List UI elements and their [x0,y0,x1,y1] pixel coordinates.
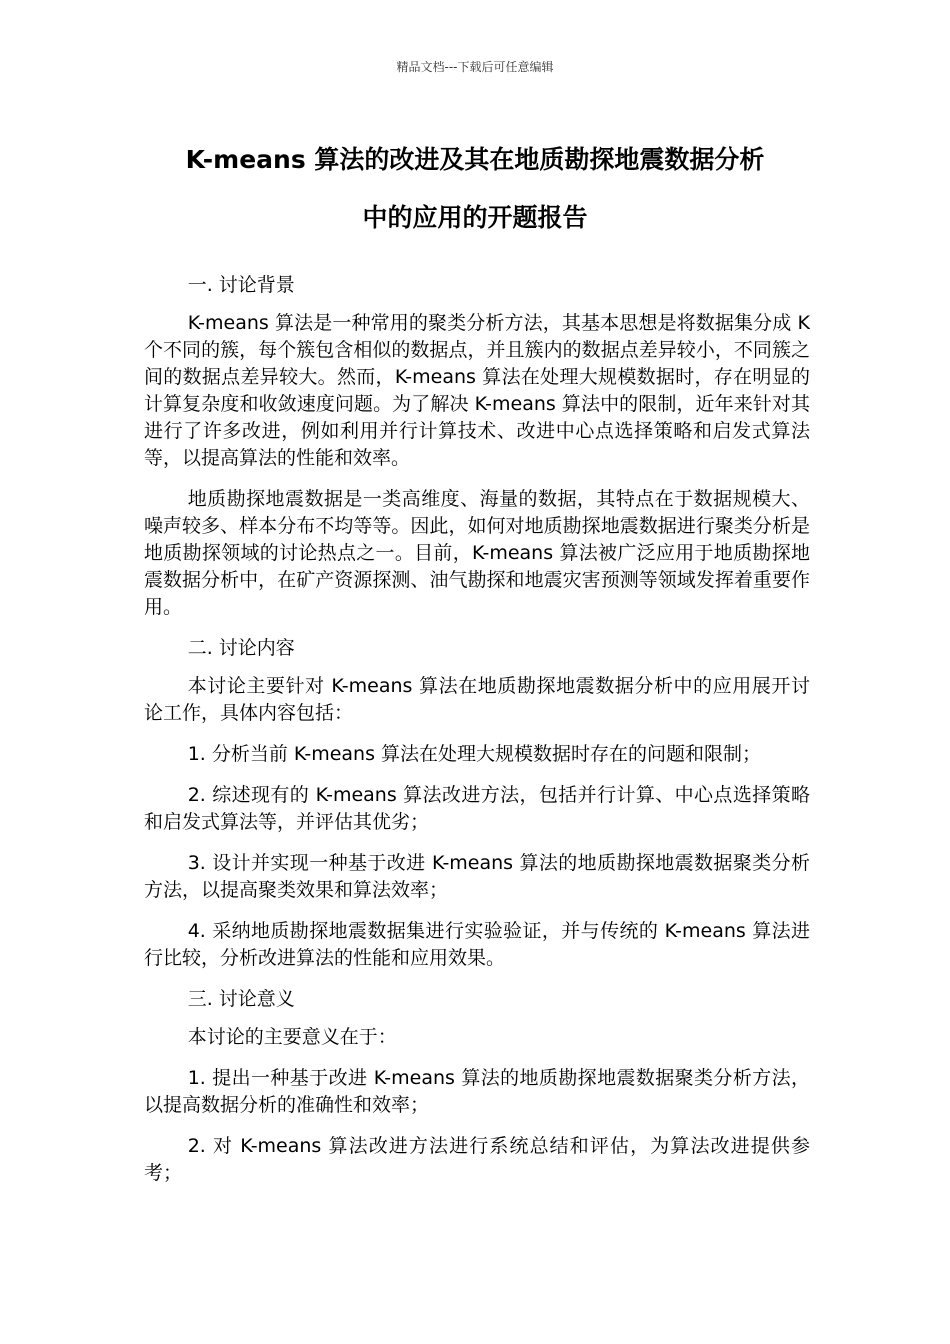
list-item-content-2: 2. 综述现有的 K-means 算法改进方法，包括并行计算、中心点选择策略和启发式算法等，并评估其优劣； [144,784,810,833]
section-heading-significance: 三. 讨论意义 [187,988,295,1010]
document-title-line-2: 中的应用的开题报告 [362,203,588,232]
list-item-content-1: 1. 分析当前 K-means 算法在处理大规模数据时存在的问题和限制； [187,743,762,765]
document-title-line-1: K-means 算法的改进及其在地质勘探地震数据分析 [185,145,765,174]
paragraph-content-intro: 本讨论主要针对 K-means 算法在地质勘探地震数据分析中的应用展开讨论工作，具体内容包括： [144,675,810,724]
list-item-significance-1: 1. 提出一种基于改进 K-means 算法的地质勘探地震数据聚类分析方法，以提高数据分析的准确性和效率； [144,1067,810,1116]
section-heading-content: 二. 讨论内容 [187,637,295,659]
page-header: 精品文档---下载后可任意编辑 [396,60,554,74]
list-item-significance-2: 2. 对 K-means 算法改进方法进行系统总结和评估，为算法改进提供参考； [144,1135,810,1184]
paragraph-background-2: 地质勘探地震数据是一类高维度、海量的数据，其特点在于数据规模大、噪声较多、样本分布不均等等。因此，如何对地质勘探地震数据进行聚类分析是地质勘探领域的讨论热点之一。目前，K-means 算法被广泛应用于地质勘探地震数据分析中，在矿产资源探测、油气勘探和地震灾害预测等领域发挥着重要作用。 [144,488,810,618]
section-heading-background: 一. 讨论背景 [187,274,295,296]
list-item-content-4: 4. 采纳地质勘探地震数据集进行实验验证，并与传统的 K-means 算法进行比较，分析改进算法的性能和应用效果。 [144,920,810,969]
list-item-content-3: 3. 设计并实现一种基于改进 K-means 算法的地质勘探地震数据聚类分析方法，以提高聚类效果和算法效率； [144,852,810,901]
paragraph-significance-intro: 本讨论的主要意义在于： [187,1026,397,1048]
document-body [144,272,810,1201]
paragraph-background-1: K-means 算法是一种常用的聚类分析方法，其基本思想是将数据集分成 K 个不同的簇，每个簇包含相似的数据点，并且簇内的数据点差异较小，不同簇之间的数据点差异较大。然而，K-means 算法在处理大规模数据时，存在明显的计算复杂度和收敛速度问题。为了解决 K-means 算法中的限制，近年来针对其进行了许多改进，例如利用并行计算技术、改进中心点选择策略和启发式算法等，以提高算法的性能和效率。 [144,312,810,469]
